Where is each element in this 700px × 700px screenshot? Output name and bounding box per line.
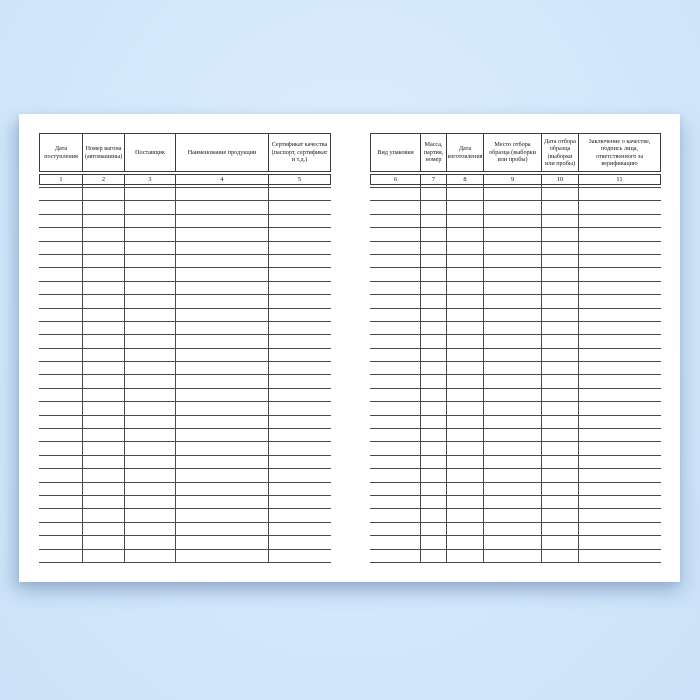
column-divider [82, 185, 83, 563]
column-number-8: 8 [447, 175, 484, 184]
table-row [370, 469, 661, 482]
column-divider [483, 185, 484, 563]
column-number-row [370, 174, 661, 185]
column-divider [578, 185, 579, 563]
left-page-table [39, 133, 331, 563]
column-header-10: Дата отбора образца (выборки или пробы) [542, 134, 579, 171]
column-header-3: Поставщик [125, 134, 176, 171]
table-row [370, 496, 661, 509]
table-row [370, 201, 661, 214]
column-number-5: 5 [297, 176, 302, 183]
table-row [370, 456, 661, 469]
column-header-1: Дата поступления [40, 134, 83, 171]
column-number-9: 9 [484, 175, 542, 184]
column-header-4: Наименование продукции [176, 134, 269, 171]
table-row [370, 215, 661, 228]
table-row [370, 309, 661, 322]
table-row [370, 375, 661, 388]
column-number-11: 11 [616, 176, 623, 183]
table-row [370, 228, 661, 241]
table-row [370, 188, 661, 201]
column-header-11: Заключение о качестве, подпись лица, ответственного за верификацию [588, 137, 651, 167]
table-row [370, 255, 661, 268]
table-row [370, 483, 661, 496]
column-header-7: Масса, партия, номер [421, 134, 447, 171]
table-row [370, 416, 661, 429]
table-row [370, 442, 661, 455]
column-number-row [39, 174, 331, 185]
header-row [370, 133, 661, 172]
column-header-8: Дата изготовления [447, 134, 484, 171]
right-page-table [370, 133, 661, 563]
table-row [370, 335, 661, 348]
table-row [370, 322, 661, 335]
column-divider [541, 185, 542, 563]
table-row [370, 282, 661, 295]
table-row [370, 402, 661, 415]
table-row [370, 509, 661, 522]
table-row [370, 536, 661, 549]
data-area [370, 185, 661, 563]
column-divider [420, 185, 421, 563]
column-number-3: 3 [125, 175, 176, 184]
table-row [370, 429, 661, 442]
table-row [370, 268, 661, 281]
table-row [370, 389, 661, 402]
table-row [370, 362, 661, 375]
column-divider [268, 185, 269, 563]
column-divider [124, 185, 125, 563]
column-header-5: Сертификат качества (паспорт, сертификат и т.д.) [271, 141, 328, 164]
column-divider [175, 185, 176, 563]
table-row [370, 550, 661, 563]
column-divider [446, 185, 447, 563]
data-area [39, 185, 331, 563]
column-header-2: Номер вагона (автомашины) [83, 134, 125, 171]
header-row [39, 133, 331, 172]
column-number-7: 7 [421, 175, 447, 184]
table-row [370, 295, 661, 308]
table-row [370, 523, 661, 536]
column-number-10: 10 [542, 175, 579, 184]
column-number-1: 1 [40, 175, 83, 184]
column-header-9: Место отбора образца (выборки или пробы) [484, 134, 542, 171]
column-number-6: 6 [371, 175, 421, 184]
column-header-6: Вид упаковки [371, 134, 421, 171]
journal-spread [19, 114, 680, 582]
column-number-2: 2 [83, 175, 125, 184]
column-number-4: 4 [176, 175, 269, 184]
data-rows [370, 188, 661, 563]
table-row [370, 242, 661, 255]
table-row [370, 349, 661, 362]
